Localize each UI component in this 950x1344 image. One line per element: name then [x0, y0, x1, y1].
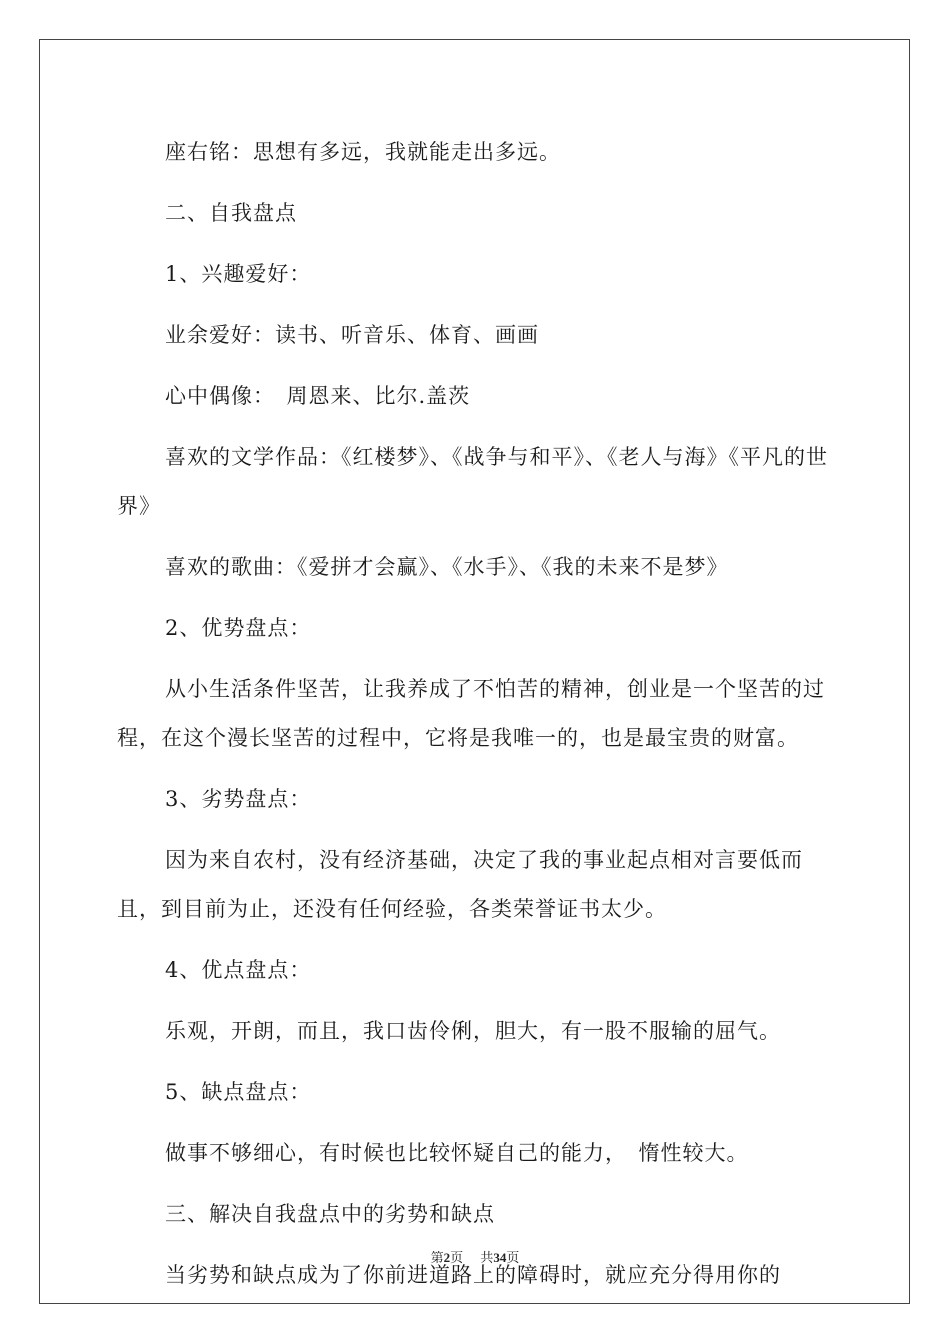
heading-hobbies: 1、兴趣爱好：	[165, 262, 312, 286]
paragraph-motto: 座右铭：思想有多远，我就能走出多远。	[165, 140, 561, 164]
heading-solutions: 三、解决自我盘点中的劣势和缺点	[165, 1202, 495, 1226]
paragraph-weaknesses: 因为来自农村，没有经济基础，决定了我的事业起点相对言要低而且，到目前为止，还没有任何经验，各类荣誉证书太少。	[117, 848, 803, 921]
document-body	[117, 128, 837, 1300]
paragraph-favorite-books: 喜欢的文学作品：《红楼梦》、《战争与和平》、《老人与海》《平凡的世界》	[117, 445, 828, 518]
heading-strengths: 2、优势盘点：	[165, 616, 312, 640]
paragraph-flaws: 做事不够细心，有时候也比较怀疑自己的能力， 惰性较大。	[165, 1141, 749, 1165]
paragraph-solutions: 当劣势和缺点成为了你前进道路上的障碍时，就应充分得用你的	[165, 1263, 781, 1287]
paragraph-strengths: 从小生活条件坚苦，让我养成了不怕苦的精神，创业是一个坚苦的过程，在这个漫长坚苦的过程中，它将是我唯一的，也是最宝贵的财富。	[117, 677, 825, 750]
heading-flaws: 5、缺点盘点：	[165, 1080, 312, 1104]
paragraph-idols: 心中偶像： 周恩来、比尔.盖茨	[165, 384, 471, 408]
page-footer	[0, 1247, 950, 1266]
paragraph-merits: 乐观，开朗，而且，我口齿伶俐，胆大，有一股不服输的屈气。	[165, 1019, 781, 1043]
paragraph-spare-hobbies: 业余爱好：读书、听音乐、体育、画画	[165, 323, 539, 347]
heading-weaknesses: 3、劣势盘点：	[165, 787, 312, 811]
heading-merits: 4、优点盘点：	[165, 958, 312, 982]
footer-page-prefix: 第	[430, 1251, 444, 1266]
footer-total-suffix: 页	[506, 1251, 520, 1266]
footer-page-number: 2	[443, 1250, 451, 1265]
footer-page-suffix: 页 共	[450, 1251, 494, 1266]
paragraph-favorite-songs: 喜欢的歌曲：《爱拼才会赢》、《水手》、《我的未来不是梦》	[165, 555, 729, 579]
footer-total-pages: 34	[493, 1250, 507, 1265]
heading-self-inventory: 二、自我盘点	[165, 201, 297, 225]
